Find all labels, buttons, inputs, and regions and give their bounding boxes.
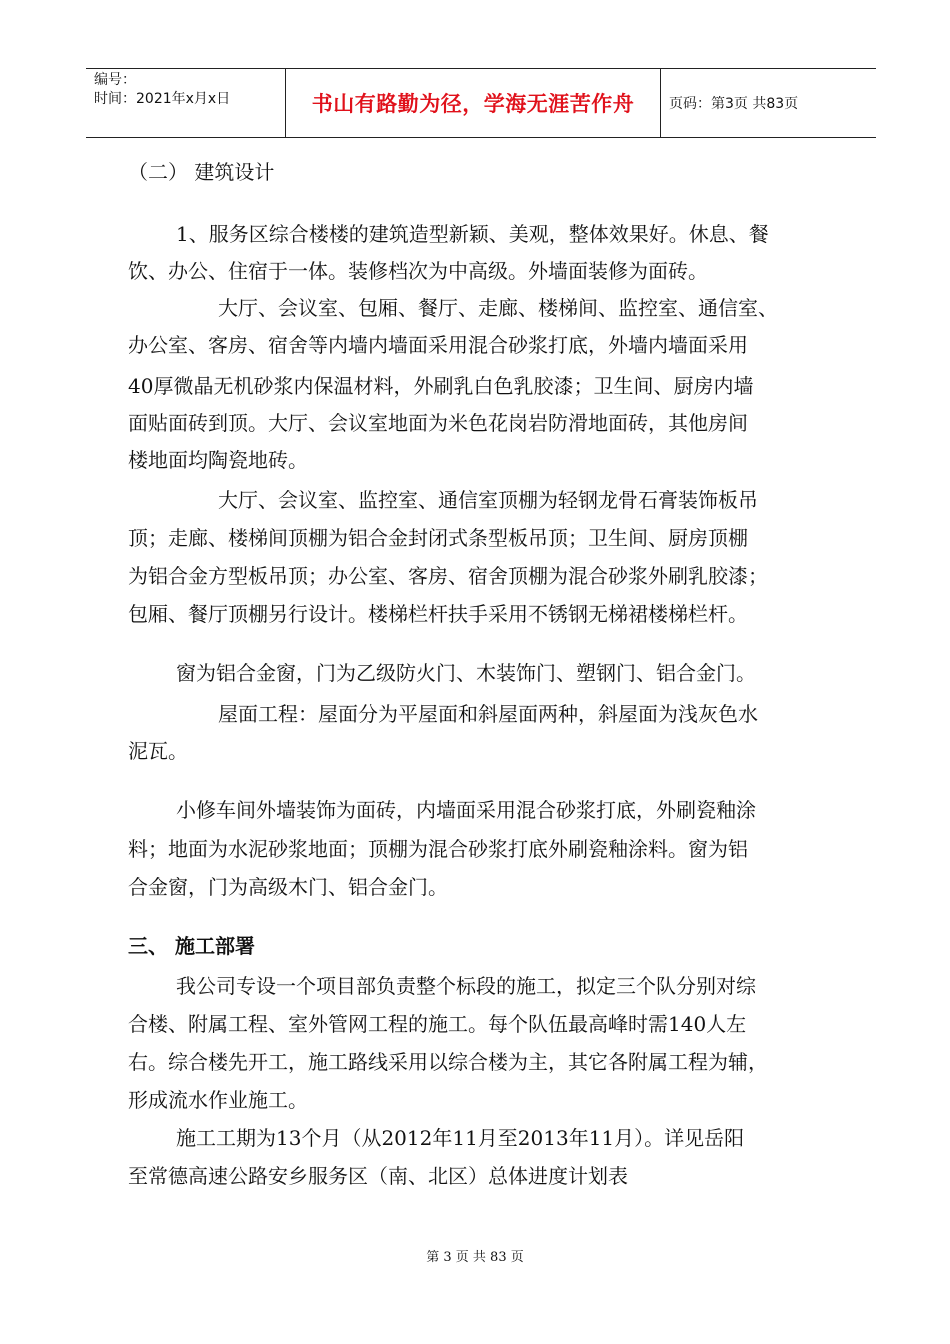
paragraph-line: 我公司专设一个项目部负责整个标段的施工，拟定三个队分别对综 <box>176 974 756 998</box>
header-motto: 书山有路勤为径，学海无涯苦作舟 <box>286 69 661 137</box>
code-label: 编号： <box>94 72 136 88</box>
paragraph-line: 面贴面砖到顶。大厅、会议室地面为米色花岗岩防滑地面砖，其他房间 <box>128 411 748 435</box>
paragraph-line: 右。综合楼先开工，施工路线采用以综合楼为主，其它各附属工程为辅， <box>128 1050 768 1074</box>
paragraph-line: 形成流水作业施工。 <box>128 1088 308 1112</box>
paragraph-line: 1、服务区综合楼楼的建筑造型新颖、美观，整体效果好。休息、餐 <box>176 222 769 246</box>
paragraph-line: 料；地面为水泥砂浆地面；顶棚为混合砂浆打底外刷瓷釉涂料。窗为铝 <box>128 837 748 861</box>
section-heading-3: 三、 施工部署 <box>128 934 255 958</box>
header-page-info: 页码：第3页 共83页 <box>669 96 799 112</box>
paragraph-line: 饮、办公、住宿于一体。装修档次为中高级。外墙面装修为面砖。 <box>128 259 708 283</box>
paragraph-line: 至常德高速公路安乡服务区（南、北区）总体进度计划表 <box>128 1164 628 1188</box>
paragraph-line: 合金窗，门为高级木门、铝合金门。 <box>128 875 448 899</box>
header-meta <box>86 69 286 137</box>
page-header <box>86 68 876 138</box>
paragraph-line: 泥瓦。 <box>128 739 188 763</box>
time-label: 时间：2021年x月x日 <box>94 91 231 107</box>
paragraph-line: 小修车间外墙装饰为面砖，内墙面采用混合砂浆打底，外刷瓷釉涂 <box>176 798 756 822</box>
page-footer: 第 3 页 共 83 页 <box>426 1250 524 1265</box>
paragraph-line: 大厅、会议室、包厢、餐厅、走廊、楼梯间、监控室、通信室、 <box>218 296 778 320</box>
paragraph-line: 施工工期为13个月（从2012年11月至2013年11月）。详见岳阳 <box>176 1126 745 1150</box>
paragraph-line: 40厚微晶无机砂浆内保温材料，外刷乳白色乳胶漆；卫生间、厨房内墙 <box>128 374 754 398</box>
section-heading-2: （二） 建筑设计 <box>128 160 275 184</box>
paragraph-line: 屋面工程：屋面分为平屋面和斜屋面两种，斜屋面为浅灰色水 <box>218 702 758 726</box>
paragraph-line: 顶；走廊、楼梯间顶棚为铝合金封闭式条型板吊顶；卫生间、厨房顶棚 <box>128 526 748 550</box>
paragraph-line: 合楼、附属工程、室外管网工程的施工。每个队伍最高峰时需140人左 <box>128 1012 747 1036</box>
paragraph-line: 窗为铝合金窗，门为乙级防火门、木装饰门、塑钢门、铝合金门。 <box>176 661 756 685</box>
paragraph-line: 大厅、会议室、监控室、通信室顶棚为轻钢龙骨石膏装饰板吊 <box>218 488 758 512</box>
paragraph-line: 办公室、客房、宿舍等内墙内墙面采用混合砂浆打底，外墙内墙面采用 <box>128 333 748 357</box>
paragraph-line: 包厢、餐厅顶棚另行设计。楼梯栏杆扶手采用不锈钢无梯裙楼梯栏杆。 <box>128 602 748 626</box>
paragraph-line: 楼地面均陶瓷地砖。 <box>128 448 308 472</box>
paragraph-line: 为铝合金方型板吊顶；办公室、客房、宿舍顶棚为混合砂浆外刷乳胶漆； <box>128 564 768 588</box>
